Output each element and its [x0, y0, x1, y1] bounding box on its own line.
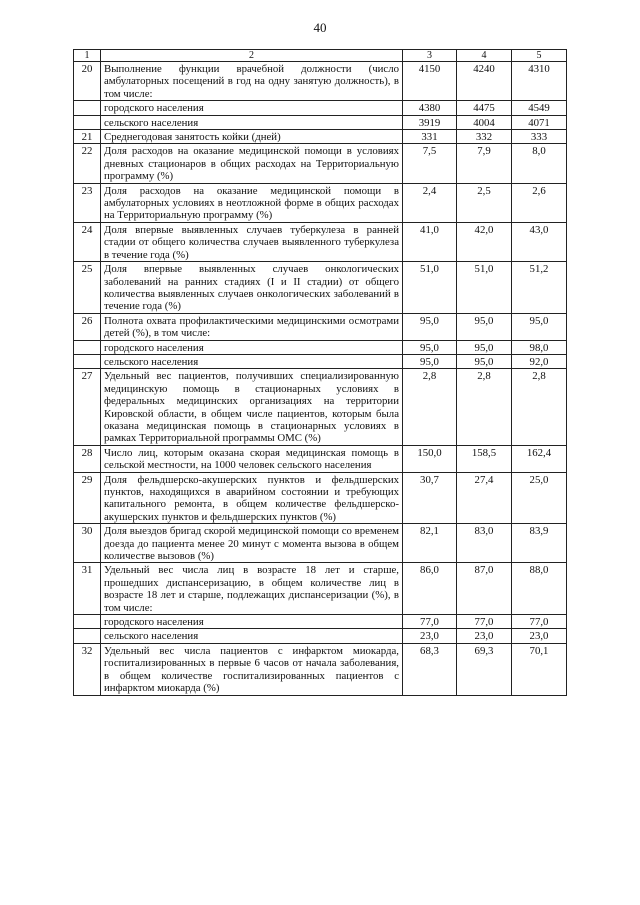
row-number: [74, 615, 101, 629]
row-number: 31: [74, 563, 101, 615]
value-col-3: 95,0: [403, 340, 457, 354]
indicators-table: [73, 49, 567, 696]
value-col-5: 51,2: [512, 262, 567, 314]
table-row: [74, 643, 567, 695]
value-col-5: 4310: [512, 62, 567, 101]
indicator-description: Удельный вес числа лиц в возрасте 18 лет и старше, прошедших диспансеризацию, в общем количестве лиц в возрасте 18 лет и старше, подлежащих диспансеризации (%), в том числе:: [101, 563, 403, 615]
indicator-description: Удельный вес числа пациентов с инфарктом миокарда, госпитализированных в первые 6 часов от начала заболевания, в общем количестве госпитализированных пациентов с инфарктом миокарда (%): [101, 643, 403, 695]
value-col-4: 42,0: [457, 222, 512, 261]
value-col-5: 4071: [512, 115, 567, 129]
indicator-description: сельского населения: [101, 629, 403, 643]
indicator-description: сельского населения: [101, 354, 403, 368]
value-col-5: 2,8: [512, 369, 567, 445]
value-col-4: 7,9: [457, 144, 512, 183]
indicator-description: Доля впервые выявленных случаев туберкулеза в ранней стадии от общего количества случаев выявленного туберкулеза в течение года (%): [101, 222, 403, 261]
row-number: [74, 115, 101, 129]
value-col-3: 82,1: [403, 524, 457, 563]
value-col-4: 4240: [457, 62, 512, 101]
row-number: 29: [74, 472, 101, 524]
value-col-3: 23,0: [403, 629, 457, 643]
table-row: [74, 222, 567, 261]
table-subrow: [74, 101, 567, 115]
value-col-3: 41,0: [403, 222, 457, 261]
value-col-5: 92,0: [512, 354, 567, 368]
row-number: 27: [74, 369, 101, 445]
value-col-4: 95,0: [457, 313, 512, 340]
header-cell-1: 1: [74, 50, 101, 62]
value-col-5: 83,9: [512, 524, 567, 563]
value-col-3: 3919: [403, 115, 457, 129]
indicator-description: Выполнение функции врачебной должности (число амбулаторных посещений в год на одну занятую должность), в том числе:: [101, 62, 403, 101]
table-row: [74, 62, 567, 101]
table-row: [74, 144, 567, 183]
value-col-5: 25,0: [512, 472, 567, 524]
value-col-5: 4549: [512, 101, 567, 115]
value-col-3: 4380: [403, 101, 457, 115]
value-col-3: 77,0: [403, 615, 457, 629]
indicator-description: Полнота охвата профилактическими медицинскими осмотрами детей (%), в том числе:: [101, 313, 403, 340]
header-cell-5: 5: [512, 50, 567, 62]
row-number: 23: [74, 183, 101, 222]
row-number: 20: [74, 62, 101, 101]
indicator-description: Доля впервые выявленных случаев онкологических заболеваний на ранних стадиях (I и II стадии) от общего количества выявленных случаев онкологических заболеваний в течение года (%): [101, 262, 403, 314]
table-row: [74, 369, 567, 445]
value-col-3: 86,0: [403, 563, 457, 615]
header-cell-4: 4: [457, 50, 512, 62]
value-col-3: 68,3: [403, 643, 457, 695]
indicator-description: Число лиц, которым оказана скорая медицинская помощь в сельской местности, на 1000 человек сельского населения: [101, 445, 403, 472]
table-row: [74, 524, 567, 563]
value-col-3: 30,7: [403, 472, 457, 524]
value-col-4: 23,0: [457, 629, 512, 643]
value-col-3: 51,0: [403, 262, 457, 314]
value-col-5: 43,0: [512, 222, 567, 261]
value-col-4: 27,4: [457, 472, 512, 524]
value-col-4: 332: [457, 130, 512, 144]
table-row: [74, 472, 567, 524]
value-col-5: 77,0: [512, 615, 567, 629]
indicator-description: Доля выездов бригад скорой медицинской помощи со временем доезда до пациента менее 20 минут с момента вызова в общем количестве вызовов (%): [101, 524, 403, 563]
header-cell-3: 3: [403, 50, 457, 62]
value-col-5: 2,6: [512, 183, 567, 222]
table-row: [74, 262, 567, 314]
value-col-5: 162,4: [512, 445, 567, 472]
value-col-4: 51,0: [457, 262, 512, 314]
value-col-4: 4475: [457, 101, 512, 115]
indicator-description: Среднегодовая занятость койки (дней): [101, 130, 403, 144]
table-subrow: [74, 354, 567, 368]
row-number: [74, 629, 101, 643]
value-col-5: 70,1: [512, 643, 567, 695]
value-col-4: 4004: [457, 115, 512, 129]
value-col-3: 150,0: [403, 445, 457, 472]
row-number: [74, 354, 101, 368]
header-cell-2: 2: [101, 50, 403, 62]
value-col-3: 331: [403, 130, 457, 144]
value-col-3: 95,0: [403, 354, 457, 368]
value-col-4: 69,3: [457, 643, 512, 695]
indicator-description: городского населения: [101, 101, 403, 115]
table-subrow: [74, 340, 567, 354]
row-number: 21: [74, 130, 101, 144]
row-number: 22: [74, 144, 101, 183]
row-number: 32: [74, 643, 101, 695]
value-col-4: 2,8: [457, 369, 512, 445]
indicator-description: сельского населения: [101, 115, 403, 129]
value-col-4: 2,5: [457, 183, 512, 222]
value-col-5: 95,0: [512, 313, 567, 340]
value-col-3: 7,5: [403, 144, 457, 183]
row-number: 25: [74, 262, 101, 314]
value-col-5: 8,0: [512, 144, 567, 183]
table-subrow: [74, 615, 567, 629]
row-number: 28: [74, 445, 101, 472]
page-number: 40: [313, 20, 327, 35]
value-col-3: 2,8: [403, 369, 457, 445]
value-col-5: 88,0: [512, 563, 567, 615]
indicator-description: Доля расходов на оказание медицинской помощи в амбулаторных условиях в неотложной форме в общих расходах на Территориальную программу (%): [101, 183, 403, 222]
indicator-description: городского населения: [101, 615, 403, 629]
value-col-4: 158,5: [457, 445, 512, 472]
table-subrow: [74, 629, 567, 643]
row-number: [74, 340, 101, 354]
table-row: [74, 445, 567, 472]
row-number: [74, 101, 101, 115]
row-number: 30: [74, 524, 101, 563]
table-subrow: [74, 115, 567, 129]
indicator-description: Доля расходов на оказание медицинской помощи в условиях дневных стационаров в общих расходах на Территориальную программу (%): [101, 144, 403, 183]
row-number: 24: [74, 222, 101, 261]
row-number: 26: [74, 313, 101, 340]
value-col-3: 95,0: [403, 313, 457, 340]
value-col-5: 333: [512, 130, 567, 144]
value-col-4: 77,0: [457, 615, 512, 629]
indicator-description: Доля фельдшерско-акушерских пунктов и фельдшерских пунктов, находящихся в аварийном состоянии и требующих капитального ремонта, в общем количестве фельдшерско-акушерских пунктов и фельдшерских пунктов (%): [101, 472, 403, 524]
table-row: [74, 563, 567, 615]
indicator-description: городского населения: [101, 340, 403, 354]
value-col-4: 95,0: [457, 340, 512, 354]
indicator-description: Удельный вес пациентов, получивших специализированную медицинскую помощь в стационарных условиях в федеральных медицинских организациях на территории Кировской области, в общем числе пациентов, которым была оказана медицинская помощь в стационарных условиях в рамках Территориальной программы ОМС (%): [101, 369, 403, 445]
table-row: [74, 183, 567, 222]
value-col-4: 87,0: [457, 563, 512, 615]
table-header-row: [74, 50, 567, 62]
table-row: [74, 313, 567, 340]
value-col-3: 4150: [403, 62, 457, 101]
value-col-4: 83,0: [457, 524, 512, 563]
value-col-5: 98,0: [512, 340, 567, 354]
table-row: [74, 130, 567, 144]
value-col-4: 95,0: [457, 354, 512, 368]
value-col-5: 23,0: [512, 629, 567, 643]
value-col-3: 2,4: [403, 183, 457, 222]
